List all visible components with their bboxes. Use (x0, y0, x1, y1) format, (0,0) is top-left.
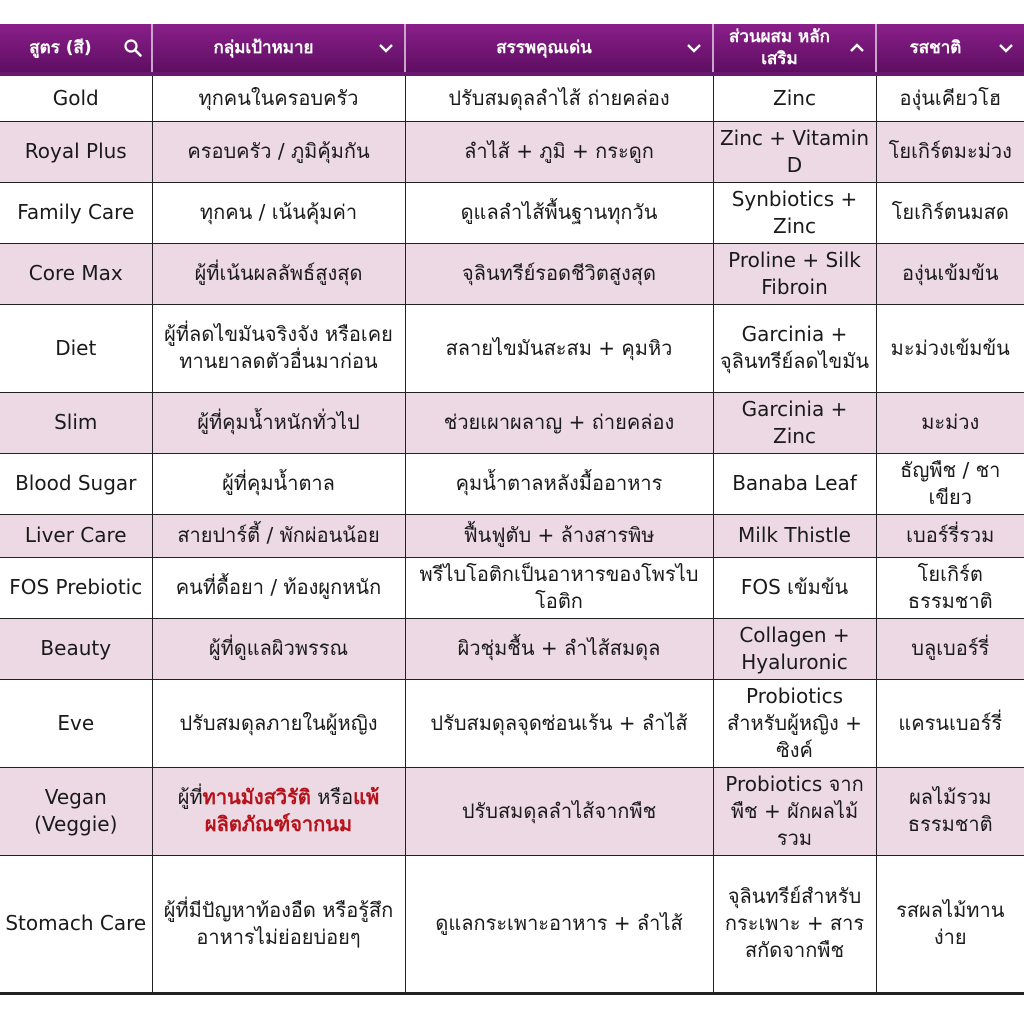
cell-benefit: ผิวชุ่มชื้น + ลำไส้สมดุล (405, 618, 713, 679)
cell-benefit: ปรับสมดุลจุดซ่อนเร้น + ลำไส้ (405, 679, 713, 767)
cell-target: ครอบครัว / ภูมิคุ้มกัน (152, 121, 405, 182)
cell-ingredient: Probiotics สำหรับผู้หญิง + ซิงค์ (713, 679, 876, 767)
highlight-text: แพ้ผลิตภัณฑ์จากนม (204, 785, 380, 836)
column-header-target[interactable] (152, 24, 405, 74)
cell-target: ผู้ที่คุมน้ำหนักทั่วไป (152, 392, 405, 453)
column-header-ingredient[interactable] (713, 24, 876, 74)
cell-formula: FOS Prebiotic (0, 557, 152, 618)
cell-formula: Eve (0, 679, 152, 767)
cell-target: ปรับสมดุลภายในผู้หญิง (152, 679, 405, 767)
search-icon[interactable] (123, 38, 143, 58)
cell-formula: Gold (0, 74, 152, 121)
chevron-down-icon[interactable] (376, 38, 396, 58)
table-row (0, 121, 1024, 182)
cell-target: สายปาร์ตี้ / พักผ่อนน้อย (152, 514, 405, 557)
cell-flavor: องุ่นเคียวโฮ (876, 74, 1024, 121)
cell-formula: Stomach Care (0, 855, 152, 993)
column-header-flavor[interactable] (876, 24, 1024, 74)
table-row (0, 243, 1024, 304)
cell-formula: Diet (0, 304, 152, 392)
chevron-down-icon[interactable] (684, 38, 704, 58)
cell-flavor: ผลไม้รวมธรรมชาติ (876, 767, 1024, 855)
cell-formula: Slim (0, 392, 152, 453)
cell-target: ผู้ที่คุมน้ำตาล (152, 453, 405, 514)
cell-benefit: ฟื้นฟูตับ + ล้างสารพิษ (405, 514, 713, 557)
cell-flavor: โยเกิร์ตมะม่วง (876, 121, 1024, 182)
cell-ingredient: จุลินทรีย์สำหรับกระเพาะ + สารสกัดจากพืช (713, 855, 876, 993)
cell-target: ผู้ที่ดูแลผิวพรรณ (152, 618, 405, 679)
target-text: ผู้ที่ (177, 785, 203, 809)
table-row (0, 767, 1024, 855)
cell-benefit: ปรับสมดุลลำไส้จากพืช (405, 767, 713, 855)
column-header-label: ส่วนผสม หลักเสริม (729, 27, 830, 69)
highlight-text: ทานมังสวิรัติ (202, 785, 311, 809)
cell-target (152, 767, 405, 855)
cell-ingredient: Milk Thistle (713, 514, 876, 557)
cell-ingredient: FOS เข้มข้น (713, 557, 876, 618)
cell-benefit: ช่วยเผาผลาญ + ถ่ายคล่อง (405, 392, 713, 453)
cell-benefit: พรีไบโอติกเป็นอาหารของโพรไบโอติก (405, 557, 713, 618)
table-header-row (0, 24, 1024, 74)
cell-ingredient: Proline + Silk Fibroin (713, 243, 876, 304)
cell-formula: Beauty (0, 618, 152, 679)
table-row (0, 618, 1024, 679)
cell-formula: Family Care (0, 182, 152, 243)
table-row (0, 855, 1024, 993)
cell-ingredient: Collagen + Hyaluronic (713, 618, 876, 679)
cell-benefit: ลำไส้ + ภูมิ + กระดูก (405, 121, 713, 182)
cell-benefit: สลายไขมันสะสม + คุมหิว (405, 304, 713, 392)
table-row (0, 557, 1024, 618)
cell-flavor: มะม่วง (876, 392, 1024, 453)
cell-formula: Royal Plus (0, 121, 152, 182)
cell-ingredient: Probiotics จากพืช + ผักผลไม้รวม (713, 767, 876, 855)
cell-target: ทุกคนในครอบครัว (152, 74, 405, 121)
column-header-benefit[interactable] (405, 24, 713, 74)
cell-benefit: จุลินทรีย์รอดชีวิตสูงสุด (405, 243, 713, 304)
column-header-label: รสชาติ (909, 38, 962, 58)
cell-target: คนที่ดื้อยา / ท้องผูกหนัก (152, 557, 405, 618)
cell-flavor: โยเกิร์ตนมสด (876, 182, 1024, 243)
cell-flavor: เบอร์รี่รวม (876, 514, 1024, 557)
cell-ingredient: Garcinia + Zinc (713, 392, 876, 453)
table-row (0, 453, 1024, 514)
cell-flavor: รสผลไม้ทานง่าย (876, 855, 1024, 993)
cell-flavor: โยเกิร์ตธรรมชาติ (876, 557, 1024, 618)
cell-benefit: ดูแลกระเพาะอาหาร + ลำไส้ (405, 855, 713, 993)
cell-ingredient: Banaba Leaf (713, 453, 876, 514)
cell-ingredient: Synbiotics + Zinc (713, 182, 876, 243)
table-row (0, 182, 1024, 243)
table-row (0, 392, 1024, 453)
column-header-formula[interactable] (0, 24, 152, 74)
cell-flavor: บลูเบอร์รี่ (876, 618, 1024, 679)
cell-target: ผู้ที่มีปัญหาท้องอืด หรือรู้สึกอาหารไม่ย่อยบ่อยๆ (152, 855, 405, 993)
cell-target: ทุกคน / เน้นคุ้มค่า (152, 182, 405, 243)
cell-target: ผู้ที่ลดไขมันจริงจัง หรือเคยทานยาลดตัวอื่นมาก่อน (152, 304, 405, 392)
cell-flavor: ธัญพืช / ชาเขียว (876, 453, 1024, 514)
cell-benefit: คุมน้ำตาลหลังมื้ออาหาร (405, 453, 713, 514)
table-row (0, 514, 1024, 557)
cell-flavor: แครนเบอร์รี่ (876, 679, 1024, 767)
target-text: หรือ (310, 785, 354, 809)
cell-flavor: องุ่นเข้มข้น (876, 243, 1024, 304)
column-header-label: สรรพคุณเด่น (496, 38, 592, 58)
table-row (0, 679, 1024, 767)
cell-ingredient: Zinc + Vitamin D (713, 121, 876, 182)
cell-flavor: มะม่วงเข้มข้น (876, 304, 1024, 392)
cell-benefit: ดูแลลำไส้พื้นฐานทุกวัน (405, 182, 713, 243)
chevron-up-icon[interactable] (847, 38, 867, 58)
cell-formula: Core Max (0, 243, 152, 304)
cell-ingredient: Garcinia + จุลินทรีย์ลดไขมัน (713, 304, 876, 392)
formula-comparison-table (0, 24, 1024, 995)
column-header-label: สูตร (สี) (29, 38, 92, 58)
chevron-down-icon[interactable] (996, 38, 1016, 58)
table-row (0, 74, 1024, 121)
cell-formula: Blood Sugar (0, 453, 152, 514)
cell-ingredient: Zinc (713, 74, 876, 121)
cell-benefit: ปรับสมดุลลำไส้ ถ่ายคล่อง (405, 74, 713, 121)
column-header-label: กลุ่มเป้าหมาย (213, 38, 314, 58)
cell-formula: Liver Care (0, 514, 152, 557)
table-row (0, 304, 1024, 392)
cell-target: ผู้ที่เน้นผลลัพธ์สูงสุด (152, 243, 405, 304)
cell-formula: Vegan (Veggie) (0, 767, 152, 855)
